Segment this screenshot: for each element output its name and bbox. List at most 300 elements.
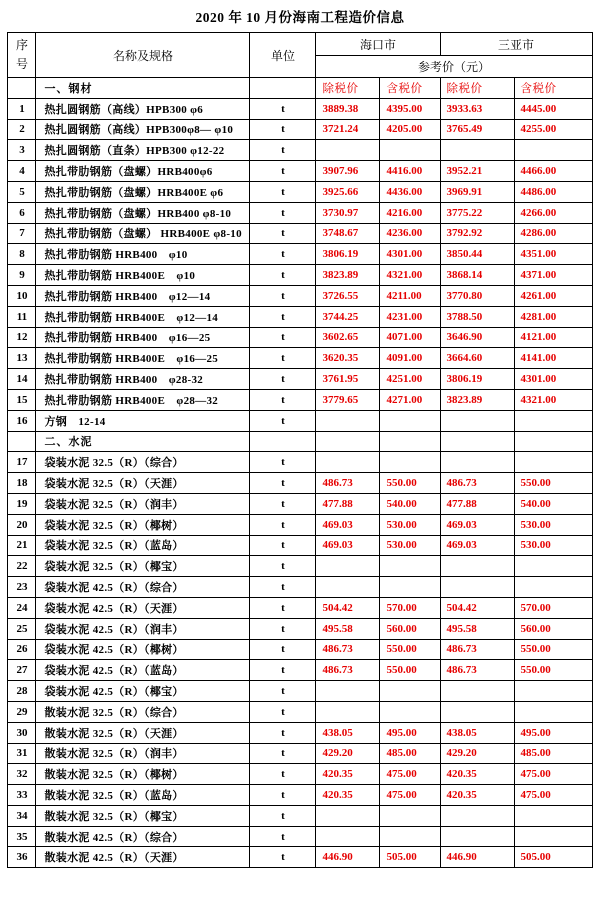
table-row	[8, 140, 592, 161]
cell-seq: 32	[8, 764, 36, 785]
cell-name: 热扎带肋钢筋 HRB400 φ16—25	[36, 327, 250, 348]
cell-price: 560.00	[514, 618, 592, 639]
table-row	[8, 452, 592, 473]
cell-name: 热扎带肋钢筋（盘螺） HRB400E φ8-10	[36, 223, 250, 244]
cell-price: 475.00	[514, 785, 592, 806]
cell-price: 4321.00	[380, 265, 440, 286]
cell-unit: t	[250, 764, 316, 785]
cell-name: 袋装水泥 32.5（R）（椰宝）	[36, 556, 250, 577]
cell-unit: t	[250, 514, 316, 535]
table-row	[8, 369, 592, 390]
cell-price: 3806.19	[316, 244, 380, 265]
cell-price	[514, 681, 592, 702]
cell-seq: 33	[8, 785, 36, 806]
cell-price: 530.00	[380, 514, 440, 535]
table-row	[8, 660, 592, 681]
cell-price	[440, 410, 514, 431]
table-row	[8, 743, 592, 764]
cell-seq: 9	[8, 265, 36, 286]
cell-name: 袋装水泥 42.5（R）（润丰）	[36, 618, 250, 639]
table-row	[8, 535, 592, 556]
cell-price: 3806.19	[440, 369, 514, 390]
cell-seq: 19	[8, 493, 36, 514]
cell-price: 4466.00	[514, 161, 592, 182]
cell-unit: t	[250, 161, 316, 182]
table-row	[8, 847, 592, 868]
cell-price: 420.35	[440, 785, 514, 806]
table-row	[8, 764, 592, 785]
cell-price: 3788.50	[440, 306, 514, 327]
cell-unit: t	[250, 681, 316, 702]
cell-name: 散装水泥 32.5（R）（椰宝）	[36, 805, 250, 826]
cell-name: 热扎带肋钢筋 HRB400E φ12—14	[36, 306, 250, 327]
cell-name: 二、水泥	[36, 431, 250, 452]
cell-name: 散装水泥 32.5（R）（润丰）	[36, 743, 250, 764]
table-row	[8, 826, 592, 847]
cell-price	[380, 556, 440, 577]
cell-name: 散装水泥 32.5（R）（天涯）	[36, 722, 250, 743]
price-column-header: 含税价	[380, 78, 440, 99]
table-row	[8, 98, 592, 119]
table-row	[8, 285, 592, 306]
cell-unit: t	[250, 410, 316, 431]
cell-price: 3726.55	[316, 285, 380, 306]
cell-name: 热扎带肋钢筋 HRB400 φ28-32	[36, 369, 250, 390]
cell-unit: t	[250, 805, 316, 826]
cell-price: 3823.89	[316, 265, 380, 286]
cell-unit: t	[250, 722, 316, 743]
cell-name: 袋装水泥 42.5（R）（综合）	[36, 577, 250, 598]
cell-price: 446.90	[440, 847, 514, 868]
cell-price: 540.00	[514, 493, 592, 514]
cell-price: 486.73	[316, 639, 380, 660]
cell-price: 4436.00	[380, 181, 440, 202]
cell-name: 袋装水泥 42.5（R）（天涯）	[36, 597, 250, 618]
column-header-city-haikou: 海口市	[316, 33, 440, 56]
cell-price	[316, 577, 380, 598]
cell-price: 3779.65	[316, 389, 380, 410]
cell-name: 散装水泥 32.5（R）（综合）	[36, 701, 250, 722]
cell-price	[440, 431, 514, 452]
cell-unit: t	[250, 306, 316, 327]
cell-price	[514, 140, 592, 161]
table-row	[8, 181, 592, 202]
cell-price: 4231.00	[380, 306, 440, 327]
price-table	[7, 32, 592, 868]
table-row	[8, 701, 592, 722]
cell-seq: 16	[8, 410, 36, 431]
cell-price: 530.00	[514, 535, 592, 556]
column-header-seq-label: 序号	[15, 38, 28, 71]
table-row	[8, 514, 592, 535]
cell-price: 438.05	[316, 722, 380, 743]
cell-seq: 24	[8, 597, 36, 618]
cell-price: 429.20	[440, 743, 514, 764]
cell-seq: 25	[8, 618, 36, 639]
cell-seq: 14	[8, 369, 36, 390]
cell-price: 4301.00	[380, 244, 440, 265]
cell-price: 4205.00	[380, 119, 440, 140]
cell-price: 495.00	[514, 722, 592, 743]
cell-name: 热扎圆钢筋（高线）HPB300φ8— φ10	[36, 119, 250, 140]
cell-price: 4271.00	[380, 389, 440, 410]
cell-unit: t	[250, 348, 316, 369]
cell-seq: 5	[8, 181, 36, 202]
cell-price: 3620.35	[316, 348, 380, 369]
cell-seq: 1	[8, 98, 36, 119]
cell-price: 486.73	[440, 660, 514, 681]
cell-price: 469.03	[316, 514, 380, 535]
cell-name: 热扎带肋钢筋 HRB400 φ10	[36, 244, 250, 265]
cell-price: 495.00	[380, 722, 440, 743]
cell-price	[380, 452, 440, 473]
cell-price: 4266.00	[514, 202, 592, 223]
cell-price: 4286.00	[514, 223, 592, 244]
cell-price	[440, 452, 514, 473]
cell-price: 420.35	[316, 764, 380, 785]
cell-price	[440, 701, 514, 722]
cell-name: 袋装水泥 42.5（R）（椰树）	[36, 639, 250, 660]
cell-unit: t	[250, 556, 316, 577]
cell-price: 4141.00	[514, 348, 592, 369]
cell-price: 485.00	[514, 743, 592, 764]
cell-price: 4251.00	[380, 369, 440, 390]
cell-unit: t	[250, 98, 316, 119]
cell-price: 570.00	[380, 597, 440, 618]
cell-price	[316, 826, 380, 847]
cell-price: 3933.63	[440, 98, 514, 119]
cell-name: 袋装水泥 32.5（R）（综合）	[36, 452, 250, 473]
cell-unit: t	[250, 285, 316, 306]
table-row	[8, 785, 592, 806]
cell-price: 3889.38	[316, 98, 380, 119]
table-row	[8, 618, 592, 639]
column-header-unit: 单位	[250, 33, 316, 78]
cell-seq: 34	[8, 805, 36, 826]
cell-price: 4211.00	[380, 285, 440, 306]
cell-unit: t	[250, 743, 316, 764]
cell-name: 热扎圆钢筋（高线）HPB300 φ6	[36, 98, 250, 119]
cell-seq: 8	[8, 244, 36, 265]
cell-unit: t	[250, 181, 316, 202]
cell-unit: t	[250, 847, 316, 868]
price-column-header: 含税价	[514, 78, 592, 99]
cell-seq: 27	[8, 660, 36, 681]
page-title: 2020 年 10 月份海南工程造价信息	[195, 10, 405, 25]
cell-price: 505.00	[514, 847, 592, 868]
cell-price: 475.00	[380, 764, 440, 785]
cell-price: 4281.00	[514, 306, 592, 327]
cell-price: 495.58	[316, 618, 380, 639]
cell-price: 3823.89	[440, 389, 514, 410]
cell-price: 4416.00	[380, 161, 440, 182]
cell-price	[514, 577, 592, 598]
cell-price: 3868.14	[440, 265, 514, 286]
cell-unit: t	[250, 639, 316, 660]
cell-price: 477.88	[316, 493, 380, 514]
cell-price	[316, 681, 380, 702]
cell-price: 3792.92	[440, 223, 514, 244]
cell-seq: 21	[8, 535, 36, 556]
table-row	[8, 577, 592, 598]
cell-price: 469.03	[440, 514, 514, 535]
cell-price	[440, 556, 514, 577]
cell-price	[514, 431, 592, 452]
cell-price	[316, 701, 380, 722]
cell-seq: 15	[8, 389, 36, 410]
cell-name: 袋装水泥 42.5（R）（蓝岛）	[36, 660, 250, 681]
cell-seq: 11	[8, 306, 36, 327]
cell-price: 3775.22	[440, 202, 514, 223]
cell-price: 486.73	[440, 473, 514, 494]
cell-price: 420.35	[440, 764, 514, 785]
table-row	[8, 681, 592, 702]
cell-price: 504.42	[316, 597, 380, 618]
cell-price: 3646.90	[440, 327, 514, 348]
cell-price	[440, 681, 514, 702]
cell-seq: 26	[8, 639, 36, 660]
cell-seq: 2	[8, 119, 36, 140]
cell-unit: t	[250, 660, 316, 681]
cell-price: 550.00	[514, 639, 592, 660]
column-header-reference-price: 参考价（元）	[316, 56, 592, 78]
cell-price	[514, 701, 592, 722]
table-row	[8, 348, 592, 369]
table-row	[8, 161, 592, 182]
table-row	[8, 639, 592, 660]
cell-price: 3850.44	[440, 244, 514, 265]
section-row	[8, 78, 592, 99]
cell-price: 4091.00	[380, 348, 440, 369]
cell-name: 热扎带肋钢筋 HRB400 φ12—14	[36, 285, 250, 306]
cell-price: 3761.95	[316, 369, 380, 390]
cell-seq: 13	[8, 348, 36, 369]
cell-price: 3907.96	[316, 161, 380, 182]
cell-seq: 10	[8, 285, 36, 306]
cell-seq: 36	[8, 847, 36, 868]
cell-price: 504.42	[440, 597, 514, 618]
table-row	[8, 306, 592, 327]
table-row	[8, 473, 592, 494]
cell-name: 热扎带肋钢筋 HRB400E φ10	[36, 265, 250, 286]
cell-price: 560.00	[380, 618, 440, 639]
cell-price	[316, 805, 380, 826]
cell-price: 550.00	[380, 639, 440, 660]
cell-price	[380, 701, 440, 722]
cell-name: 方钢 12-14	[36, 410, 250, 431]
table-row	[8, 597, 592, 618]
cell-price	[316, 556, 380, 577]
cell-price: 485.00	[380, 743, 440, 764]
cell-price: 3952.21	[440, 161, 514, 182]
cell-price	[380, 826, 440, 847]
cell-price: 486.73	[440, 639, 514, 660]
cell-name: 散装水泥 32.5（R）（蓝岛）	[36, 785, 250, 806]
cell-seq: 18	[8, 473, 36, 494]
cell-name: 袋装水泥 32.5（R）（椰树）	[36, 514, 250, 535]
cell-unit: t	[250, 202, 316, 223]
cell-seq	[8, 78, 36, 99]
cell-price: 477.88	[440, 493, 514, 514]
cell-seq: 4	[8, 161, 36, 182]
cell-price: 4321.00	[514, 389, 592, 410]
cell-name: 袋装水泥 32.5（R）（润丰）	[36, 493, 250, 514]
cell-price	[316, 410, 380, 431]
cell-price: 486.73	[316, 660, 380, 681]
cell-unit: t	[250, 389, 316, 410]
cell-price: 570.00	[514, 597, 592, 618]
cell-price: 420.35	[316, 785, 380, 806]
cell-name: 袋装水泥 42.5（R）（椰宝）	[36, 681, 250, 702]
table-row	[8, 244, 592, 265]
cell-price: 4121.00	[514, 327, 592, 348]
cell-price: 469.03	[440, 535, 514, 556]
cell-unit: t	[250, 140, 316, 161]
cell-name: 热扎带肋钢筋（盘螺）HRB400 φ8-10	[36, 202, 250, 223]
cell-price	[514, 452, 592, 473]
cell-price: 550.00	[380, 473, 440, 494]
cell-unit: t	[250, 618, 316, 639]
cell-seq: 35	[8, 826, 36, 847]
table-body	[8, 78, 592, 868]
cell-seq: 6	[8, 202, 36, 223]
cell-price: 4071.00	[380, 327, 440, 348]
section-row	[8, 431, 592, 452]
cell-price: 550.00	[514, 660, 592, 681]
cell-seq: 23	[8, 577, 36, 598]
cell-price	[316, 431, 380, 452]
cell-price	[316, 452, 380, 473]
table-row	[8, 805, 592, 826]
cell-price	[514, 556, 592, 577]
cell-unit: t	[250, 577, 316, 598]
cell-price: 486.73	[316, 473, 380, 494]
cell-price: 530.00	[514, 514, 592, 535]
cell-seq	[8, 431, 36, 452]
cell-price: 475.00	[380, 785, 440, 806]
cell-price: 475.00	[514, 764, 592, 785]
cell-seq: 17	[8, 452, 36, 473]
cell-price: 550.00	[380, 660, 440, 681]
cell-unit: t	[250, 597, 316, 618]
cell-price	[380, 805, 440, 826]
cell-price	[380, 140, 440, 161]
cell-unit: t	[250, 265, 316, 286]
cell-price: 3765.49	[440, 119, 514, 140]
cell-price: 3664.60	[440, 348, 514, 369]
cell-name: 袋装水泥 32.5（R）（蓝岛）	[36, 535, 250, 556]
cell-price	[514, 410, 592, 431]
cell-name: 热扎圆钢筋（直条）HPB300 φ12-22	[36, 140, 250, 161]
cell-price: 438.05	[440, 722, 514, 743]
cell-name: 一、钢材	[36, 78, 250, 99]
cell-seq: 20	[8, 514, 36, 535]
cell-unit: t	[250, 244, 316, 265]
cell-unit: t	[250, 493, 316, 514]
cell-price: 3602.65	[316, 327, 380, 348]
cell-price	[440, 805, 514, 826]
cell-price	[440, 577, 514, 598]
cell-price: 530.00	[380, 535, 440, 556]
cell-seq: 3	[8, 140, 36, 161]
cell-unit: t	[250, 535, 316, 556]
cell-price: 3748.67	[316, 223, 380, 244]
cell-name: 热扎带肋钢筋（盘螺）HRB400E φ6	[36, 181, 250, 202]
cell-price: 3969.91	[440, 181, 514, 202]
cell-name: 热扎带肋钢筋 HRB400E φ16—25	[36, 348, 250, 369]
cell-price: 4236.00	[380, 223, 440, 244]
cell-price	[380, 577, 440, 598]
table-row	[8, 493, 592, 514]
cell-seq: 12	[8, 327, 36, 348]
cell-price: 469.03	[316, 535, 380, 556]
cell-price: 4261.00	[514, 285, 592, 306]
column-header-city-sanya: 三亚市	[440, 33, 592, 56]
cell-price	[380, 431, 440, 452]
cell-seq: 31	[8, 743, 36, 764]
cell-name: 散装水泥 32.5（R）（椰树）	[36, 764, 250, 785]
cell-price	[380, 410, 440, 431]
price-column-header: 除税价	[440, 78, 514, 99]
cell-price: 429.20	[316, 743, 380, 764]
cell-price: 4395.00	[380, 98, 440, 119]
cell-price: 3770.80	[440, 285, 514, 306]
table-row	[8, 556, 592, 577]
cell-unit: t	[250, 119, 316, 140]
table-row	[8, 265, 592, 286]
cell-price	[440, 140, 514, 161]
cell-unit: t	[250, 452, 316, 473]
table-row	[8, 410, 592, 431]
cell-price: 4351.00	[514, 244, 592, 265]
cell-name: 热扎带肋钢筋 HRB400E φ28—32	[36, 389, 250, 410]
cell-unit: t	[250, 785, 316, 806]
table-row	[8, 119, 592, 140]
cell-price: 4445.00	[514, 98, 592, 119]
table-row	[8, 327, 592, 348]
table-row	[8, 223, 592, 244]
cell-unit	[250, 78, 316, 99]
cell-seq: 28	[8, 681, 36, 702]
cell-price	[316, 140, 380, 161]
cell-unit	[250, 431, 316, 452]
cell-unit: t	[250, 826, 316, 847]
cell-name: 热扎带肋钢筋（盘螺）HRB400φ6	[36, 161, 250, 182]
cell-price: 3721.24	[316, 119, 380, 140]
table-row	[8, 202, 592, 223]
cell-price: 550.00	[514, 473, 592, 494]
cell-name: 散装水泥 42.5（R）（综合）	[36, 826, 250, 847]
cell-unit: t	[250, 327, 316, 348]
cell-price: 4255.00	[514, 119, 592, 140]
cell-price: 3925.66	[316, 181, 380, 202]
cell-unit: t	[250, 369, 316, 390]
cell-price: 3744.25	[316, 306, 380, 327]
table-row	[8, 722, 592, 743]
cell-price: 4216.00	[380, 202, 440, 223]
price-column-header: 除税价	[316, 78, 380, 99]
cell-seq: 22	[8, 556, 36, 577]
cell-price: 540.00	[380, 493, 440, 514]
cell-unit: t	[250, 223, 316, 244]
cell-price	[380, 681, 440, 702]
cell-seq: 29	[8, 701, 36, 722]
cell-price: 4371.00	[514, 265, 592, 286]
cell-price: 446.90	[316, 847, 380, 868]
cell-unit: t	[250, 473, 316, 494]
cell-name: 散装水泥 42.5（R）（天涯）	[36, 847, 250, 868]
cell-price: 4301.00	[514, 369, 592, 390]
